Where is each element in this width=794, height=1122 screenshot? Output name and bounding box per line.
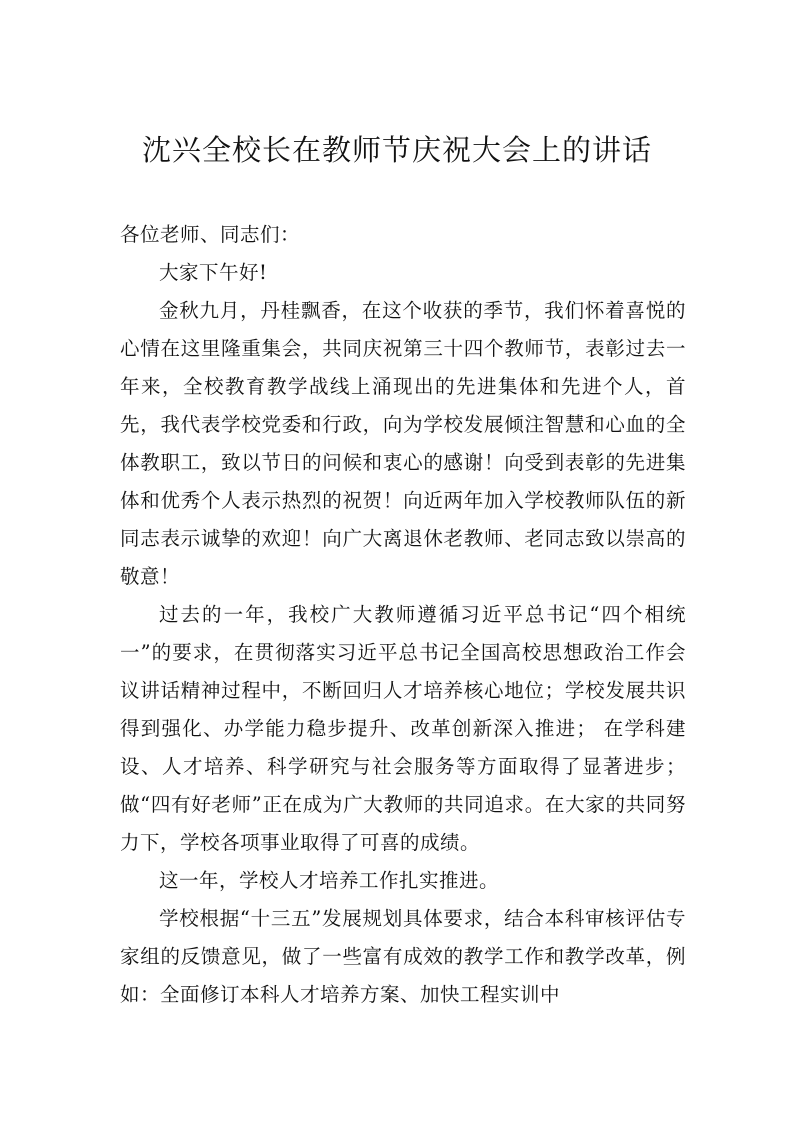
paragraph-opening: 金秋九月，丹桂飘香，在这个收获的季节，我们怀着喜悦的心情在这里隆重集会，共同庆祝第三十四个教师节，表彰过去一年来，全校教育教学战线上涌现出的先进集体和先进个人，首先，我代表学校党委和行政，向为学校发展倾注智慧和心血的全体教职工，致以节日的问候和衷心的感谢！向受到表彰的先进集体和优秀个人表示热烈的祝贺！向近两年加入学校教师队伍的新同志表示诚挚的欢迎！向广大离退休老教师、老同志致以崇高的敬意！	[120, 299, 686, 588]
document-body	[120, 216, 686, 1014]
document-title: 沈兴全校长在教师节庆祝大会上的讲话	[141, 133, 652, 167]
paragraph-greeting: 大家下午好!	[159, 261, 268, 284]
paragraph-teaching-reform: 学校根据“十三五”发展规划具体要求，结合本科审核评估专家组的反馈意见，做了一些富有成效的教学工作和教学改革，例如：全面修订本科人才培养方案、加快工程实训中	[120, 907, 686, 1006]
paragraph-past-year: 过去的一年，我校广大教师遵循习近平总书记“四个相统一”的要求，在贯彻落实习近平总书记全国高校思想政治工作会议讲话精神过程中，不断回归人才培养核心地位；学校发展共识得到强化、办学能力稳步提升、改革创新深入推进； 在学科建设、人才培养、科学研究与社会服务等方面取得了显著进步；做“四有好老师”正在成为广大教师的共同追求。在大家的共同努力下，学校各项事业取得了可喜的成绩。	[120, 603, 686, 854]
paragraph-talent-training: 这一年，学校人才培养工作扎实推进。	[159, 869, 500, 892]
salutation: 各位老师、同志们：	[120, 223, 301, 246]
